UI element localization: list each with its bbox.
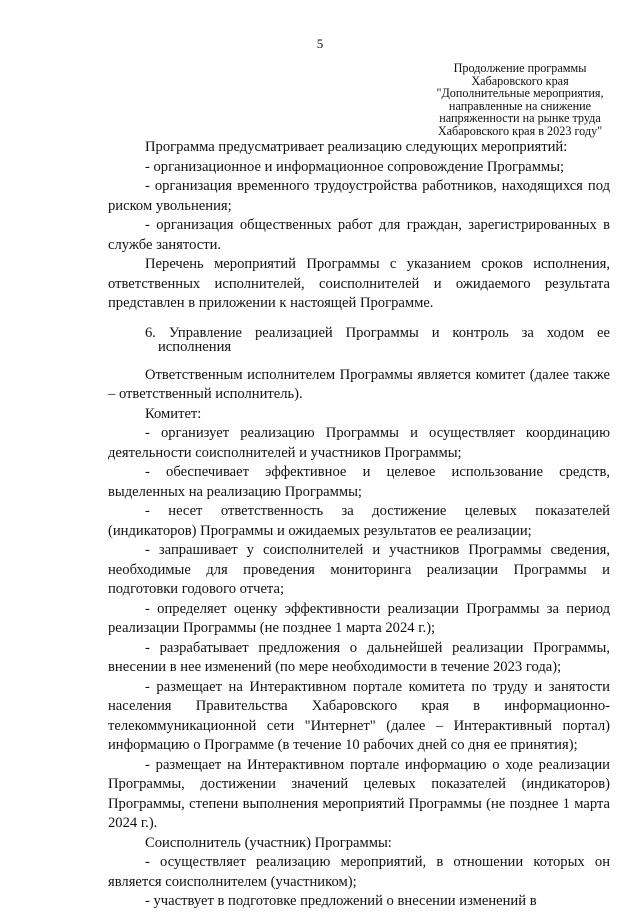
- heading-word: реализацией: [254, 324, 333, 341]
- intro-item: - организация общественных работ для граждан, зарегистрированных в службе занятости.: [108, 217, 610, 253]
- heading-word: ходом: [546, 324, 585, 341]
- section-number: 6.: [145, 324, 156, 341]
- section-heading-line2: исполнения: [158, 338, 232, 355]
- committee-label: Комитет:: [145, 405, 202, 422]
- header-line: Продолжение программы: [453, 61, 587, 75]
- responsible-paragraph: Ответственным исполнителем Программы является комитет (далее также – ответственный исполнитель).: [108, 366, 610, 402]
- section-heading: [108, 326, 610, 354]
- intro-item: - организационное и информационное сопровождение Программы;: [145, 158, 565, 175]
- intro-item: - организация временного трудоустройства работников, находящихся под риском увольнения;: [108, 178, 610, 214]
- header-line: "Дополнительные мероприятия,: [436, 86, 604, 101]
- coexecutor-label: Соисполнитель (участник) Программы:: [145, 834, 392, 851]
- heading-word: Программы: [345, 324, 419, 341]
- header-line: Хабаровского края в 2023 году": [437, 123, 603, 138]
- document-body: [108, 138, 610, 912]
- heading-word: и: [431, 324, 440, 341]
- committee-item: - запрашивает у соисполнителей и участников Программы сведения, необходимые для проведения мониторинга реализации Программы и подготовки годового отчета;: [108, 542, 610, 597]
- continuation-header: [400, 62, 640, 138]
- header-line: напряженности на рынке труда: [439, 111, 601, 126]
- committee-item: - организует реализацию Программы и осуществляет координацию деятельности соисполнителей и участников Программы;: [108, 425, 610, 461]
- committee-item: - определяет оценку эффективности реализации Программы за период реализации Программы (не позднее 1 марта 2024 г.);: [108, 600, 610, 636]
- heading-word: за: [521, 324, 534, 341]
- committee-item: - размещает на Интерактивном портале комитета по труду и занятости населения Правительства Хабаровского края в информационно-телекоммуникационной сети "Интернет" (далее – Интерактивный портал) информацию о Программе (в течение 10 рабочих дней со дня ее принятия);: [108, 678, 610, 753]
- committee-item: - обеспечивает эффективное и целевое использование средств, выделенных на реализацию Программы;: [108, 464, 610, 500]
- committee-item: - разрабатывает предложения о дальнейшей реализации Программы, внесении в нее изменений (по мере необходимости в течение 2023 года);: [108, 639, 610, 675]
- heading-word: Управление: [168, 324, 243, 341]
- heading-word: ее: [596, 324, 610, 341]
- coexecutor-item: - участвует в подготовке предложений о внесении изменений в: [145, 893, 537, 909]
- heading-word: контроль: [452, 324, 509, 341]
- header-line: Хабаровского края: [471, 73, 569, 88]
- intro-closing: Перечень мероприятий Программы с указанием сроков исполнения, ответственных исполнителей, соисполнителей и ожидаемого результата представлен в приложении к настоящей Программе.: [108, 256, 610, 311]
- committee-item: - несет ответственность за достижение целевых показателей (индикаторов) Программы и ожидаемых результатов ее реализации;: [108, 503, 610, 539]
- page-number: 5: [316, 36, 324, 51]
- header-line: направленные на снижение: [448, 98, 592, 113]
- committee-item: - размещает на Интерактивном портале информацию о ходе реализации Программы, достижении значений целевых показателей (индикаторов) Программы, степени выполнения мероприятий Программы (не позднее 1 марта 2024 г.).: [108, 756, 610, 831]
- intro-lead: Программа предусматривает реализацию следующих мероприятий:: [145, 139, 568, 155]
- coexecutor-item: - осуществляет реализацию мероприятий, в отношении которых он является соисполнителем (участником);: [108, 854, 610, 890]
